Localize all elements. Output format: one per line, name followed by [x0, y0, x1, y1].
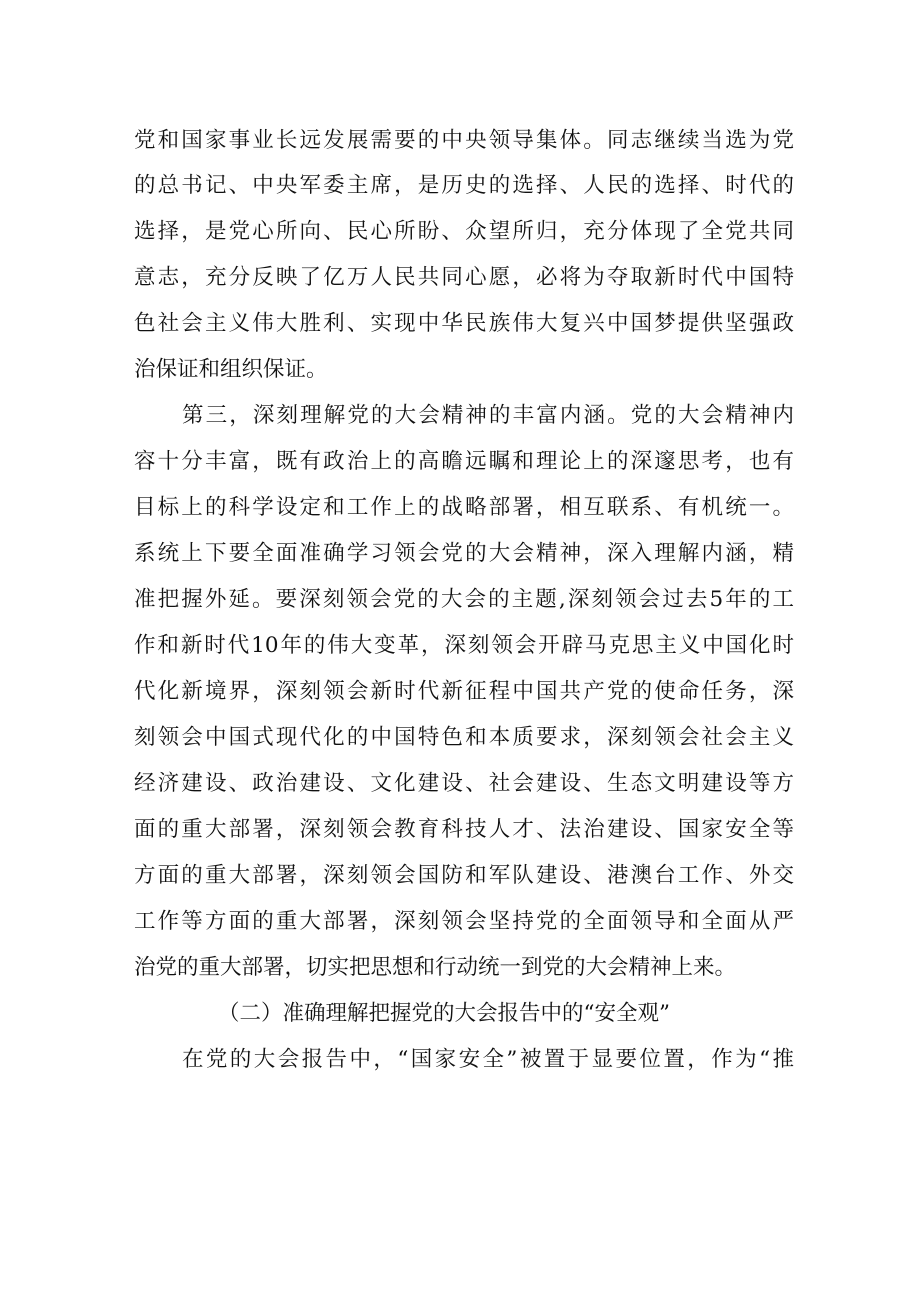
paragraph-first-line: 在党的大会报告中，“国家安全”被置于显要位置，作为“推	[182, 1047, 794, 1072]
body-text-line: 治党的重大部署，切实把思想和行动统一到党的大会精神上来。	[134, 955, 737, 980]
body-text-line: 色社会主义伟大胜利、实现中华民族伟大复兴中国梦提供坚强政	[134, 311, 794, 336]
body-text-line: 目标上的科学设定和工作上的战略部署，相互联系、有机统一。	[134, 495, 794, 520]
body-text-line: 工作等方面的重大部署，深刻领会坚持党的全面领导和全面从严	[134, 909, 794, 934]
body-text-line: 意志，充分反映了亿万人民共同心愿，必将为夺取新时代中国特	[134, 265, 794, 290]
body-text-line: 准把握外延。要深刻领会党的大会的主题,深刻领会过去5年的工	[134, 587, 794, 612]
body-text-line: 的总书记、中央军委主席，是历史的选择、人民的选择、时代的	[134, 173, 794, 198]
body-text-line: 系统上下要全面准确学习领会党的大会精神，深入理解内涵，精	[134, 541, 794, 566]
body-text-line: 方面的重大部署，深刻领会国防和军队建设、港澳台工作、外交	[134, 863, 794, 888]
body-text-line: 治保证和组织保证。	[134, 357, 328, 382]
body-text-line: 经济建设、政治建设、文化建设、社会建设、生态文明建设等方	[134, 771, 794, 796]
body-text-line: 代化新境界，深刻领会新时代新征程中国共产党的使命任务，深	[134, 679, 794, 704]
body-text-line: 作和新时代10年的伟大变革，深刻领会开辟马克思主义中国化时	[134, 633, 794, 658]
section-heading: （二）准确理解把握党的大会报告中的“安全观”	[218, 1001, 670, 1026]
body-text-line: 党和国家事业长远发展需要的中央领导集体。同志继续当选为党	[134, 128, 794, 153]
body-text-line: 选择，是党心所向、民心所盼、众望所归，充分体现了全党共同	[134, 219, 794, 244]
body-text-line: 刻领会中国式现代化的中国特色和本质要求，深刻领会社会主义	[134, 725, 794, 750]
body-text-line: 面的重大部署，深刻领会教育科技人才、法治建设、国家安全等	[134, 817, 794, 842]
body-text-line: 容十分丰富，既有政治上的高瞻远瞩和理论上的深邃思考，也有	[134, 449, 794, 474]
paragraph-first-line: 第三，深刻理解党的大会精神的丰富内涵。党的大会精神内	[182, 403, 794, 428]
